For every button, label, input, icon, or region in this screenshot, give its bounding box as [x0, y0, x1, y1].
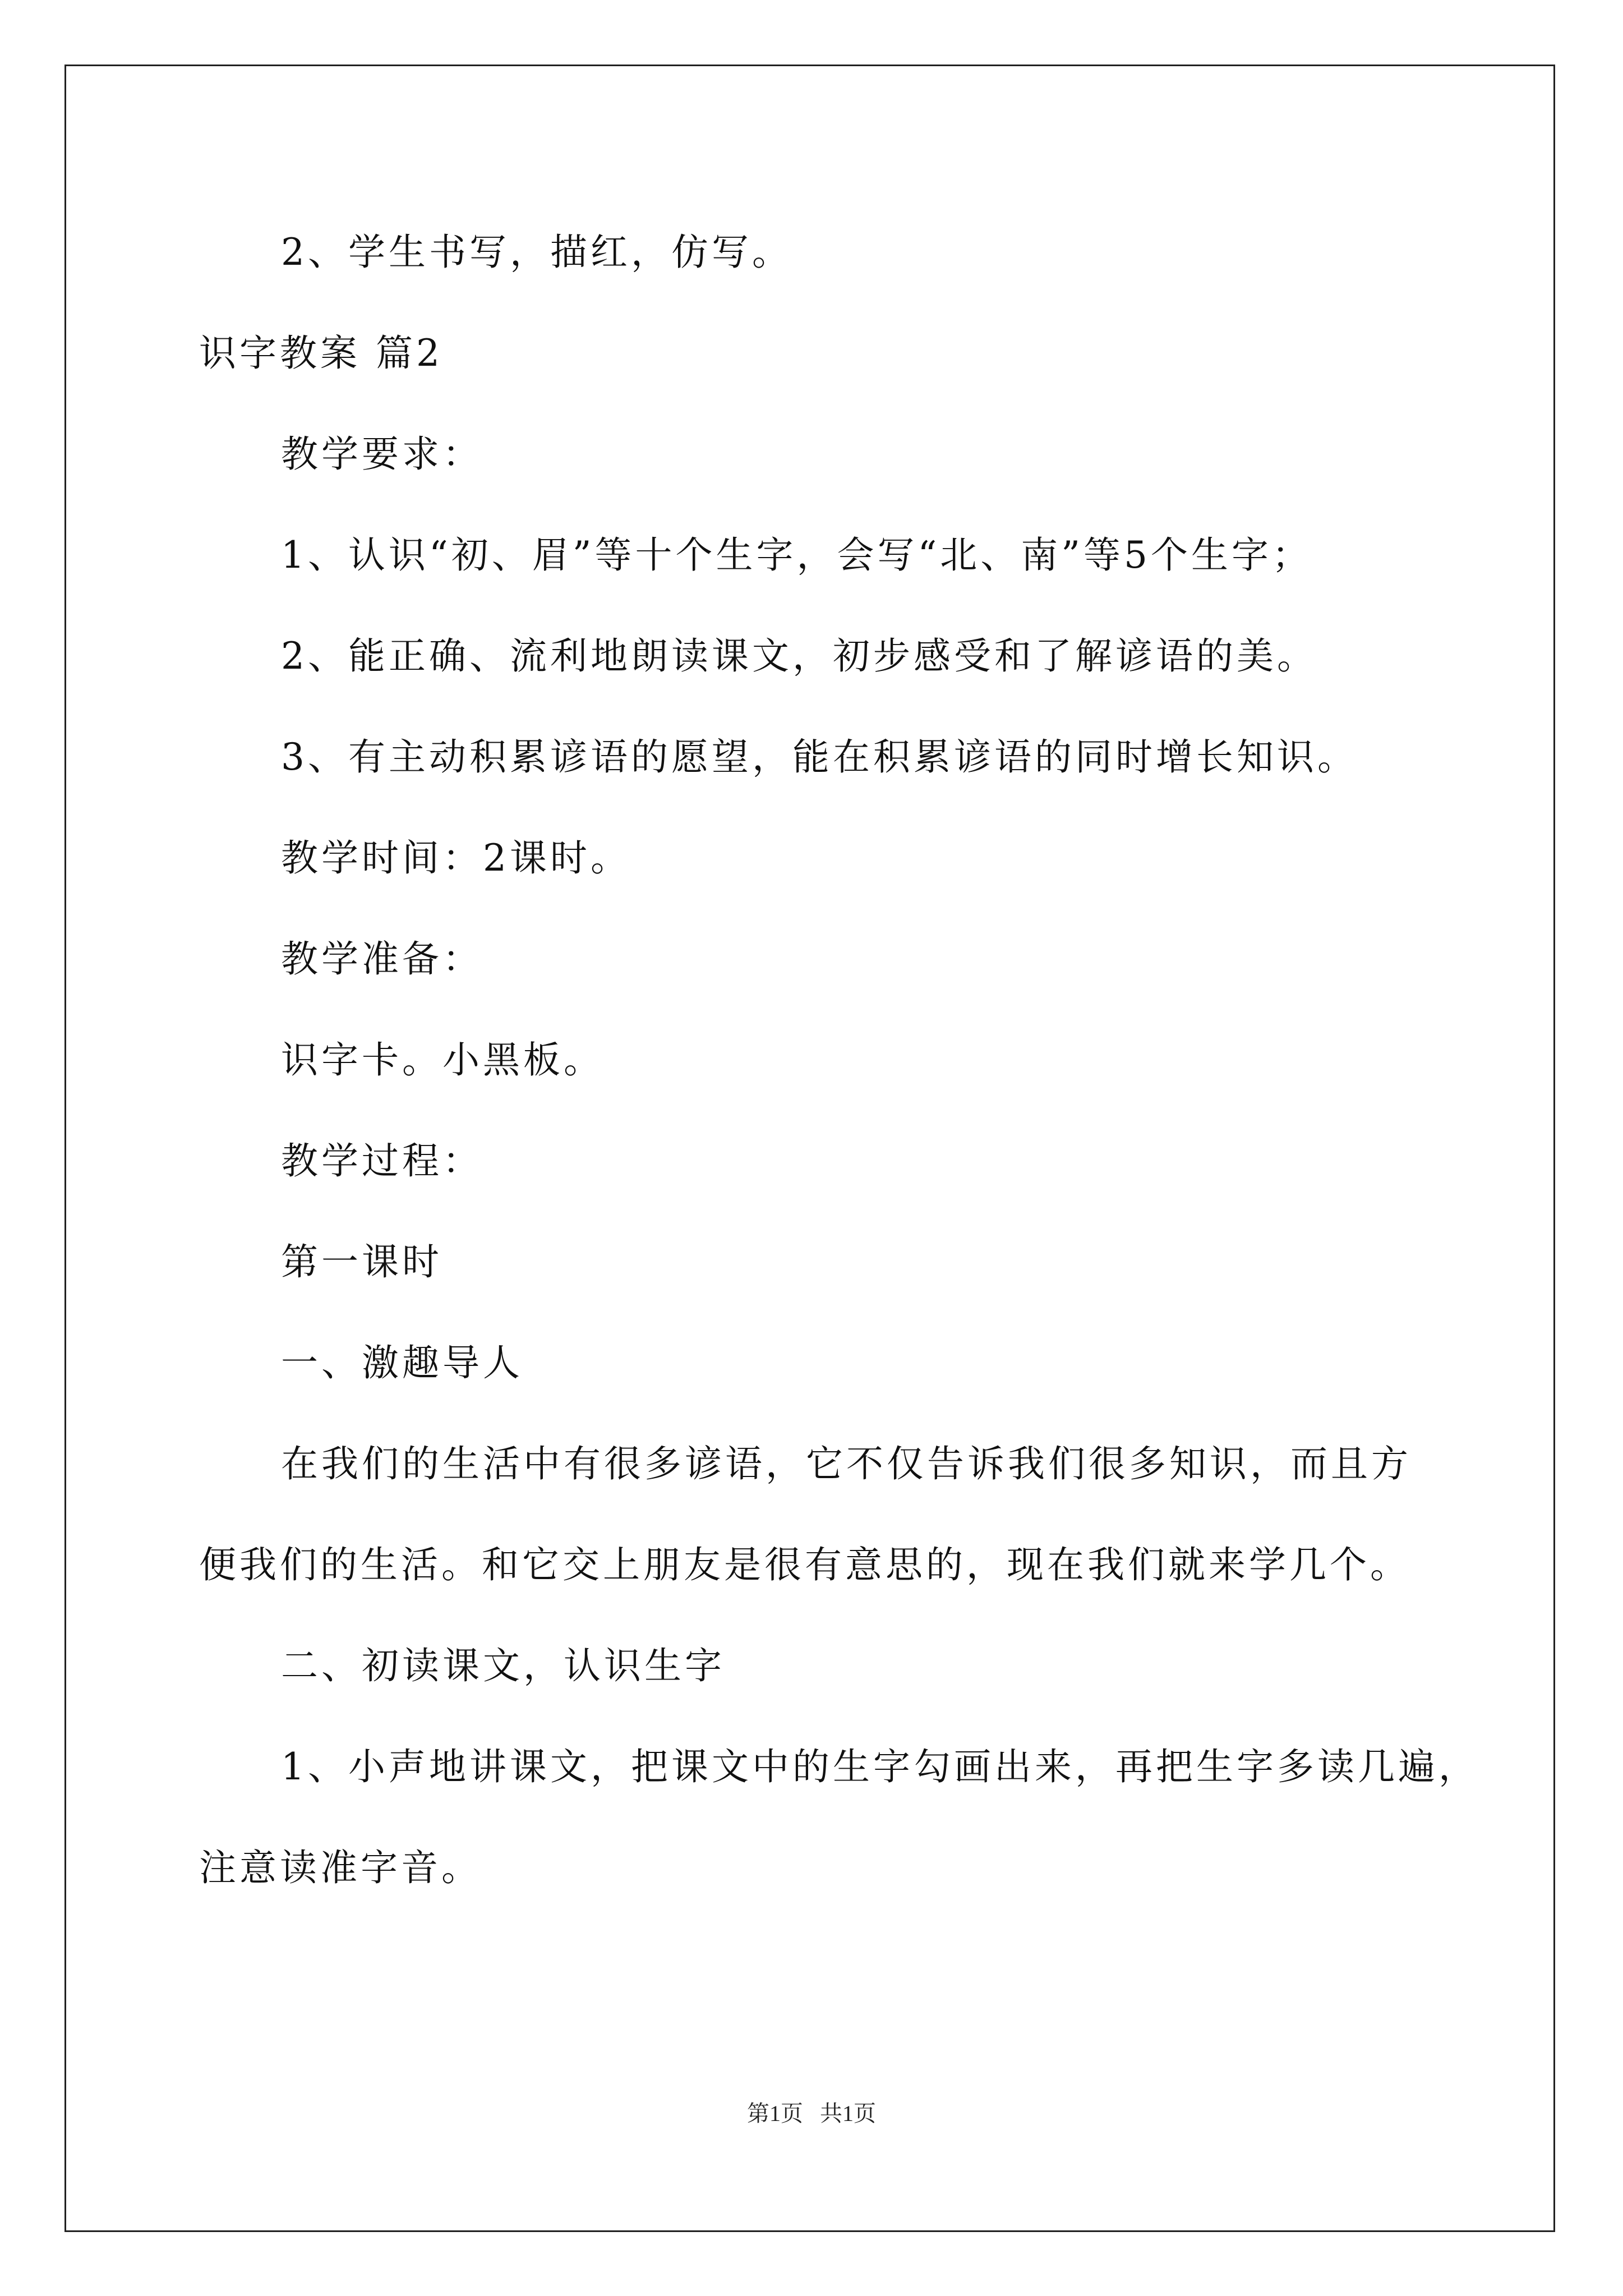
step-1-heading: 一、激趣导人 [281, 1341, 523, 1384]
section-heading: 识字教案 篇2 [199, 332, 443, 375]
requirement-item-3: 3、有主动积累谚语的愿望，能在积累谚语的同时增长知识。 [281, 735, 1358, 779]
intro-paragraph-line-1: 在我们的生活中有很多谚语，它不仅告诉我们很多知识，而且方 [281, 1442, 1412, 1485]
first-lesson-heading: 第一课时 [281, 1240, 442, 1283]
preparation-items: 识字卡。小黑板。 [281, 1038, 604, 1082]
teaching-time: 教学时间：2课时。 [281, 836, 631, 880]
requirement-item-2: 2、能正确、流利地朗读课文，初步感受和了解谚语的美。 [281, 634, 1317, 678]
requirement-item-1: 1、认识“初、眉”等十个生字，会写“北、南”等5个生字； [281, 533, 1312, 577]
paragraph-writing-practice: 2、学生书写，描红，仿写。 [281, 231, 792, 274]
heading-teaching-requirements: 教学要求： [281, 432, 483, 476]
page-footer: 第1页 共1页 [747, 2101, 876, 2126]
step-2-heading: 二、初读课文，认识生字 [281, 1644, 725, 1687]
heading-teaching-preparation: 教学准备： [281, 937, 483, 981]
heading-teaching-process: 教学过程： [281, 1139, 483, 1182]
step-2-paragraph-line-1: 1、小声地讲课文，把课文中的生字勾画出来，再把生字多读几遍， [281, 1745, 1479, 1788]
intro-paragraph-line-2: 便我们的生活。和它交上朋友是很有意思的，现在我们就来学几个。 [199, 1543, 1410, 1586]
step-2-paragraph-line-2: 注意读准字音。 [199, 1846, 482, 1889]
